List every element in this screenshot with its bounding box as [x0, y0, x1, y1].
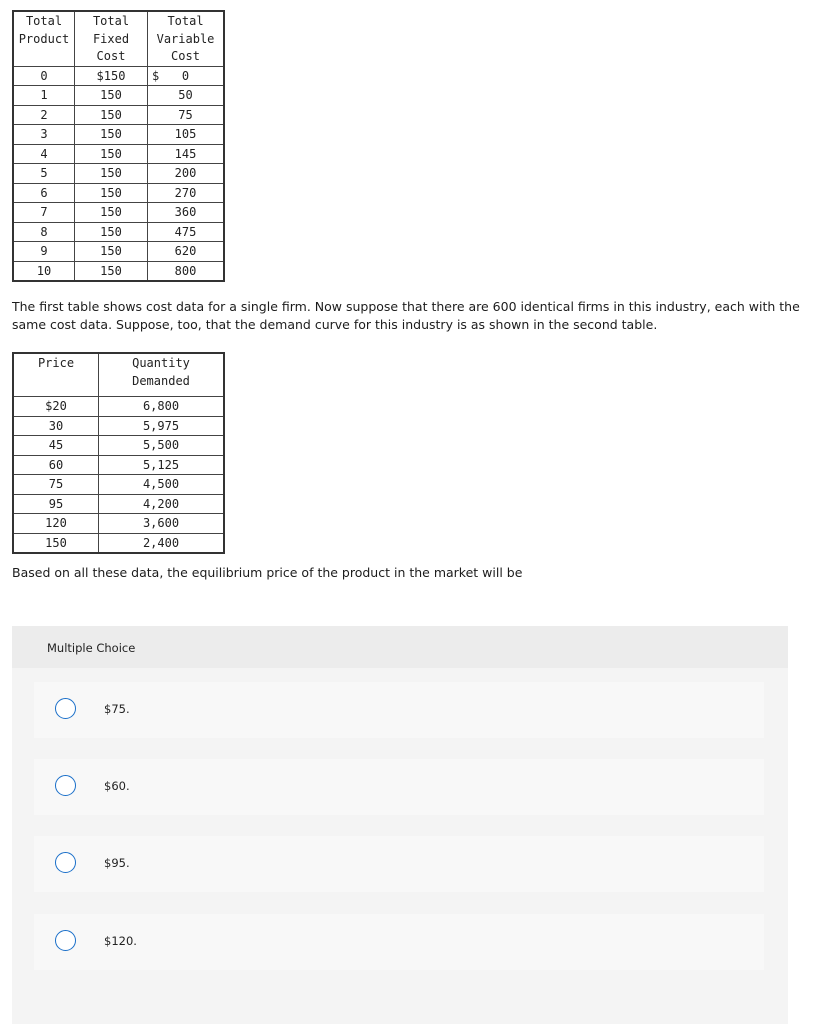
total-variable-cost-value: 360 [174, 205, 197, 220]
radio-button-icon[interactable] [55, 930, 76, 951]
total-variable-cost-cell [148, 183, 225, 203]
total-fixed-cost-cell: 150 [75, 242, 148, 262]
quantity-demanded-cell: 4,200 [99, 494, 225, 514]
choice-option-b[interactable] [34, 759, 764, 815]
total-variable-cost-cell [148, 144, 225, 164]
price-cell: 75 [13, 475, 99, 495]
total-variable-cost-value: 475 [174, 224, 197, 239]
price-cell: 45 [13, 436, 99, 456]
choice-option-d[interactable] [34, 914, 764, 970]
quantity-demanded-cell: 5,125 [99, 455, 225, 475]
total-fixed-cost-cell: 150 [75, 144, 148, 164]
cost-table-row [13, 105, 224, 125]
radio-button-icon[interactable] [55, 775, 76, 796]
choice-option-label: $95. [104, 856, 130, 870]
price-cell: 60 [13, 455, 99, 475]
choice-option-label: $75. [104, 702, 130, 716]
total-variable-cost-value: 200 [174, 166, 197, 181]
total-variable-cost-value: 75 [178, 107, 193, 122]
total-fixed-cost-cell: 150 [75, 261, 148, 281]
quantity-demanded-cell: 5,500 [99, 436, 225, 456]
total-fixed-cost-cell: 150 [75, 164, 148, 184]
header-total-product: Total Product [13, 11, 75, 66]
total-product-cell: 7 [13, 203, 75, 223]
total-product-cell: 2 [13, 105, 75, 125]
header-total-fixed-cost: Total Fixed Cost [75, 11, 148, 66]
total-product-cell: 8 [13, 222, 75, 242]
total-product-cell: 5 [13, 164, 75, 184]
quantity-demanded-cell: 2,400 [99, 533, 225, 553]
price-cell: 150 [13, 533, 99, 553]
total-variable-cost-value: 800 [174, 263, 197, 278]
price-cell: 95 [13, 494, 99, 514]
demand-table-row [13, 475, 224, 495]
multiple-choice-label: Multiple Choice [47, 641, 136, 655]
demand-table-body [13, 397, 224, 554]
choice-option-label: $120. [104, 934, 137, 948]
total-product-cell: 10 [13, 261, 75, 281]
demand-table [12, 352, 225, 554]
total-product-cell: 4 [13, 144, 75, 164]
demand-table-row [13, 455, 224, 475]
demand-table-row [13, 436, 224, 456]
total-variable-cost-value: 270 [174, 185, 197, 200]
total-fixed-cost-cell: 150 [75, 222, 148, 242]
cost-table-row [13, 261, 224, 281]
demand-table-row [13, 416, 224, 436]
total-variable-cost-cell [148, 222, 225, 242]
radio-button-icon[interactable] [55, 698, 76, 719]
price-cell: 120 [13, 514, 99, 534]
total-fixed-cost-cell: $150 [75, 66, 148, 86]
demand-table-row [13, 533, 224, 553]
cost-table-row [13, 66, 224, 86]
price-cell: 30 [13, 416, 99, 436]
total-product-cell: 3 [13, 125, 75, 145]
total-product-cell: 6 [13, 183, 75, 203]
demand-table-row [13, 397, 224, 417]
cost-table-header-row [13, 11, 224, 66]
total-product-cell: 9 [13, 242, 75, 262]
total-variable-cost-value: 105 [174, 127, 197, 142]
choice-option-c[interactable] [34, 836, 764, 892]
cost-table-row [13, 222, 224, 242]
cost-table-row [13, 164, 224, 184]
quantity-demanded-cell: 6,800 [99, 397, 225, 417]
quantity-demanded-cell: 5,975 [99, 416, 225, 436]
cost-table [12, 10, 225, 282]
cost-table-row [13, 144, 224, 164]
total-fixed-cost-cell: 150 [75, 86, 148, 106]
total-fixed-cost-cell: 150 [75, 203, 148, 223]
price-cell: $20 [13, 397, 99, 417]
cost-table-row [13, 86, 224, 106]
quantity-demanded-cell: 4,500 [99, 475, 225, 495]
total-variable-cost-cell [148, 125, 225, 145]
multiple-choice-header [12, 626, 788, 668]
quantity-demanded-cell: 3,600 [99, 514, 225, 534]
choice-option-a[interactable] [34, 682, 764, 738]
cost-table-row [13, 183, 224, 203]
currency-symbol: $ [152, 68, 160, 83]
cost-table-body [13, 66, 224, 281]
cost-table-row [13, 125, 224, 145]
total-fixed-cost-cell: 150 [75, 183, 148, 203]
total-variable-cost-cell [148, 203, 225, 223]
total-variable-cost-value: 145 [174, 146, 197, 161]
intro-paragraph: The first table shows cost data for a single firm. Now suppose that there are 600 identical firms in this industry, each with the same cost data. Suppose, too, that the demand curve for this industry is as shown in the second table. [12, 299, 800, 332]
choice-option-label: $60. [104, 779, 130, 793]
total-variable-cost-cell [148, 164, 225, 184]
total-variable-cost-cell [148, 261, 225, 281]
total-fixed-cost-cell: 150 [75, 125, 148, 145]
header-price: Price [13, 353, 99, 397]
cost-table-row [13, 242, 224, 262]
total-variable-cost-cell [148, 86, 225, 106]
total-variable-cost-cell [148, 242, 225, 262]
total-variable-cost-value: 0 [181, 68, 190, 83]
question-text: Based on all these data, the equilibrium price of the product in the market will be [12, 565, 523, 580]
total-variable-cost-value: 50 [178, 88, 193, 103]
multiple-choice-panel [12, 626, 788, 1024]
radio-button-icon[interactable] [55, 852, 76, 873]
total-variable-cost-cell [148, 66, 225, 86]
header-total-variable-cost: Total Variable Cost [148, 11, 225, 66]
total-variable-cost-cell [148, 105, 225, 125]
demand-table-row [13, 494, 224, 514]
total-product-cell: 1 [13, 86, 75, 106]
header-quantity-demanded: Quantity Demanded [99, 353, 225, 397]
total-product-cell: 0 [13, 66, 75, 86]
cost-table-row [13, 203, 224, 223]
total-variable-cost-value: 620 [174, 244, 197, 259]
demand-table-row [13, 514, 224, 534]
demand-table-header-row [13, 353, 224, 397]
total-fixed-cost-cell: 150 [75, 105, 148, 125]
